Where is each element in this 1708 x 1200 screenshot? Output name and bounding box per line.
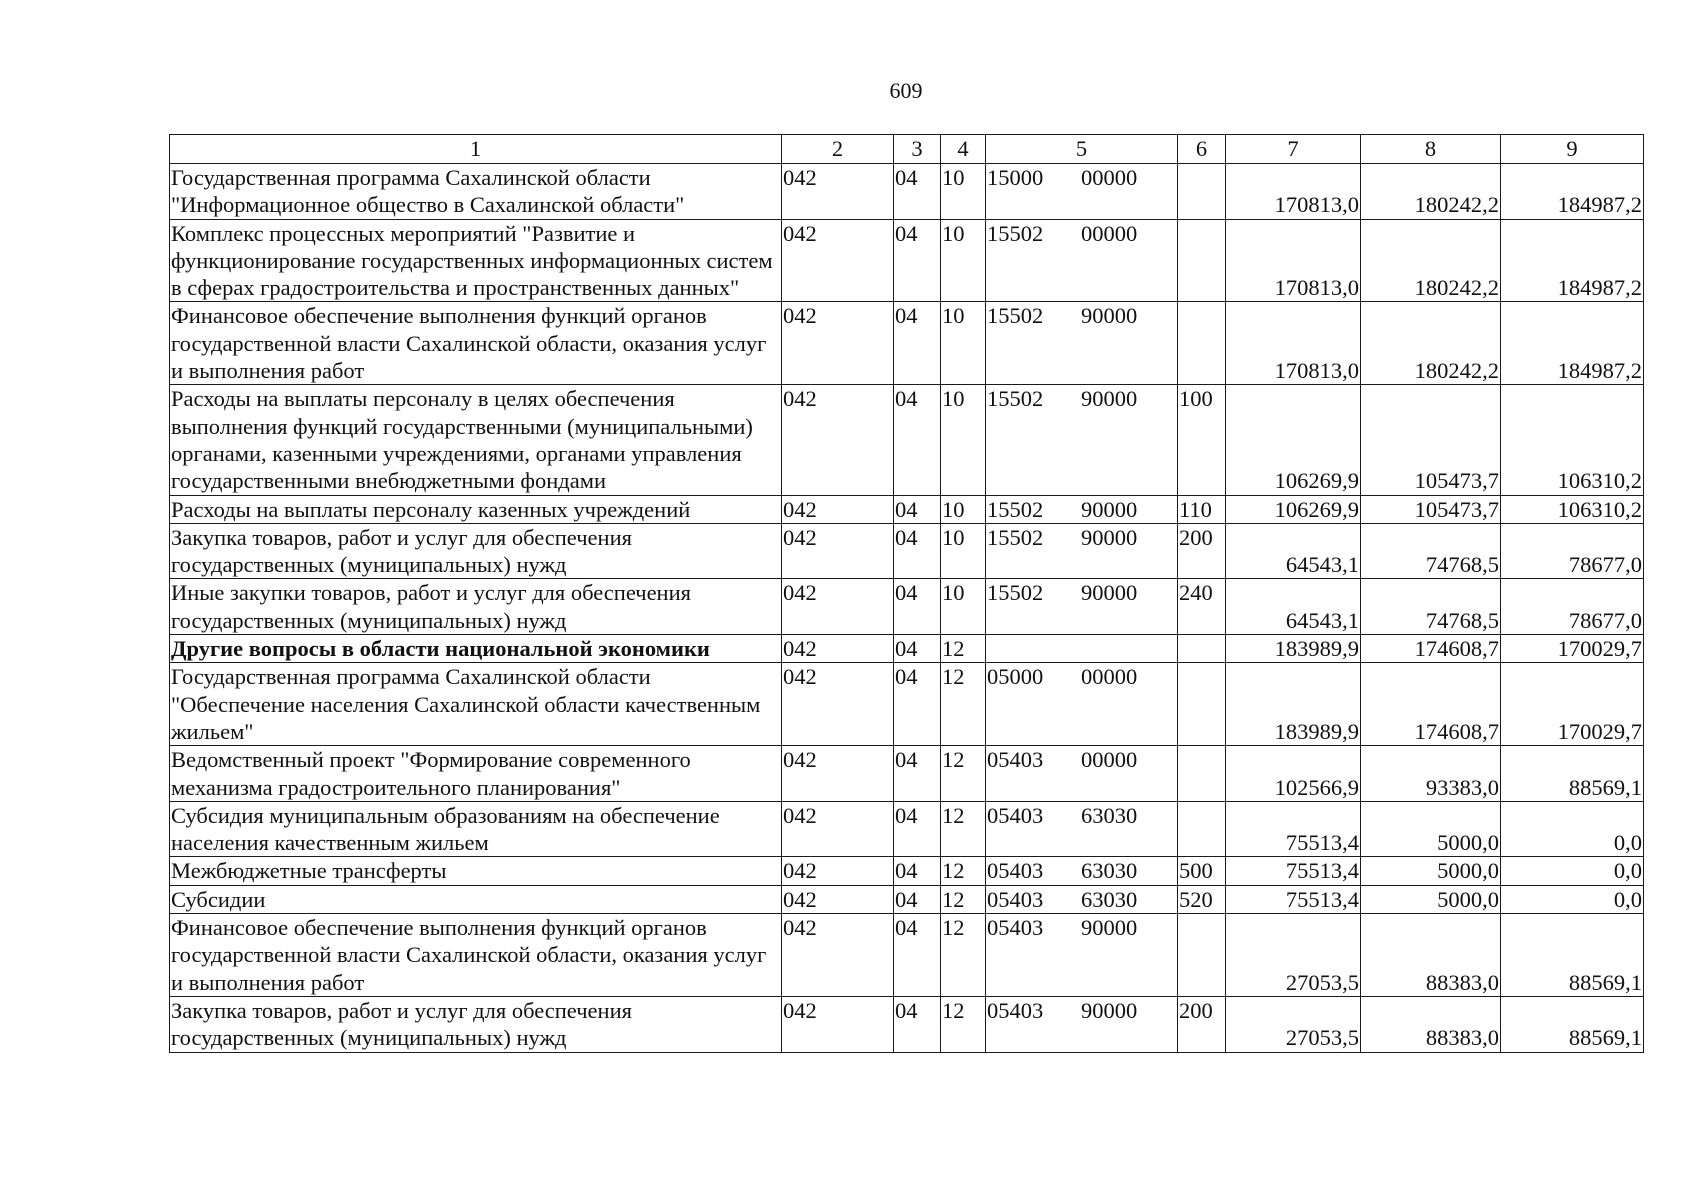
amount-year1-cell: 102566,9 <box>1226 746 1361 802</box>
table-row <box>170 635 1644 663</box>
program-code: 05403 <box>987 858 1044 884</box>
table-row <box>170 801 1644 857</box>
admin-code-cell: 042 <box>782 857 894 885</box>
admin-code-cell: 042 <box>782 302 894 385</box>
amount-year2-cell: 88383,0 <box>1361 914 1501 997</box>
header-row <box>170 135 1644 164</box>
row-name-cell: Ведомственный проект "Формирование современного механизма градостроительного планирования" <box>170 746 782 802</box>
amount-year3-cell: 0,0 <box>1501 801 1644 857</box>
amount-year2-cell: 180242,2 <box>1361 302 1501 385</box>
subsection-code-cell: 12 <box>941 746 986 802</box>
budget-table <box>169 134 1644 1053</box>
amount-year3-cell: 88569,1 <box>1501 996 1644 1052</box>
direction-code: 90000 <box>1081 496 1138 522</box>
section-code-cell: 04 <box>894 914 941 997</box>
subsection-code-cell: 12 <box>941 885 986 913</box>
row-name-cell: Закупка товаров, работ и услуг для обеспечения государственных (муниципальных) нужд <box>170 523 782 579</box>
admin-code-cell: 042 <box>782 635 894 663</box>
admin-code-cell: 042 <box>782 996 894 1052</box>
table-row <box>170 579 1644 635</box>
subsection-code-cell: 10 <box>941 495 986 523</box>
amount-year3-cell: 170029,7 <box>1501 635 1644 663</box>
program-code: 05403 <box>987 747 1044 773</box>
row-name-cell: Финансовое обеспечение выполнения функций органов государственной власти Сахалинской области, оказания услуг и выполнения работ <box>170 914 782 997</box>
header-cell: 7 <box>1226 135 1361 164</box>
program-code: 05403 <box>987 997 1044 1023</box>
direction-code: 90000 <box>1081 524 1138 550</box>
admin-code-cell: 042 <box>782 579 894 635</box>
target-article-cell <box>986 164 1178 220</box>
amount-year1-cell: 27053,5 <box>1226 996 1361 1052</box>
amount-year2-cell: 74768,5 <box>1361 579 1501 635</box>
section-code-cell: 04 <box>894 579 941 635</box>
expense-type-cell: 200 <box>1178 996 1226 1052</box>
row-name-cell: Закупка товаров, работ и услуг для обеспечения государственных (муниципальных) нужд <box>170 996 782 1052</box>
direction-code: 00000 <box>1081 664 1138 690</box>
program-code: 15502 <box>987 496 1044 522</box>
table-row <box>170 857 1644 885</box>
amount-year3-cell: 184987,2 <box>1501 219 1644 302</box>
admin-code-cell: 042 <box>782 914 894 997</box>
admin-code-cell: 042 <box>782 219 894 302</box>
amount-year1-cell: 170813,0 <box>1226 219 1361 302</box>
section-code-cell: 04 <box>894 302 941 385</box>
target-article-cell <box>986 523 1178 579</box>
amount-year3-cell: 184987,2 <box>1501 164 1644 220</box>
header-cell: 8 <box>1361 135 1501 164</box>
table-body <box>170 164 1644 1053</box>
target-article-cell <box>986 302 1178 385</box>
admin-code-cell: 042 <box>782 385 894 495</box>
row-name-cell: Комплекс процессных мероприятий "Развитие и функционирование государственных информационных систем в сферах градостроительства и пространственных данных" <box>170 219 782 302</box>
amount-year1-cell: 183989,9 <box>1226 635 1361 663</box>
section-code-cell: 04 <box>894 885 941 913</box>
admin-code-cell: 042 <box>782 523 894 579</box>
header-cell: 9 <box>1501 135 1644 164</box>
program-code: 05403 <box>987 886 1044 912</box>
admin-code-cell: 042 <box>782 164 894 220</box>
expense-type-cell: 500 <box>1178 857 1226 885</box>
direction-code: 90000 <box>1081 915 1138 941</box>
direction-code: 90000 <box>1081 303 1138 329</box>
header-cell: 6 <box>1178 135 1226 164</box>
page-number: 609 <box>889 78 923 103</box>
target-article-cell <box>986 914 1178 997</box>
target-article-cell <box>986 801 1178 857</box>
subsection-code-cell: 10 <box>941 219 986 302</box>
expense-type-cell: 520 <box>1178 885 1226 913</box>
subsection-code-cell: 10 <box>941 385 986 495</box>
amount-year2-cell: 105473,7 <box>1361 495 1501 523</box>
header-cell: 1 <box>170 135 782 164</box>
section-code-cell: 04 <box>894 857 941 885</box>
section-code-cell: 04 <box>894 801 941 857</box>
row-name-cell: Расходы на выплаты персоналу казенных учреждений <box>170 495 782 523</box>
admin-code-cell: 042 <box>782 885 894 913</box>
program-code: 15502 <box>987 524 1044 550</box>
table-row <box>170 219 1644 302</box>
table-row <box>170 164 1644 220</box>
section-code-cell: 04 <box>894 746 941 802</box>
row-name-cell: Финансовое обеспечение выполнения функций органов государственной власти Сахалинской области, оказания услуг и выполнения работ <box>170 302 782 385</box>
row-name-cell: Субсидии <box>170 885 782 913</box>
amount-year3-cell: 106310,2 <box>1501 495 1644 523</box>
target-article-cell <box>986 857 1178 885</box>
amount-year3-cell: 0,0 <box>1501 885 1644 913</box>
target-article-cell <box>986 996 1178 1052</box>
amount-year2-cell: 5000,0 <box>1361 857 1501 885</box>
target-article-cell <box>986 579 1178 635</box>
subsection-code-cell: 12 <box>941 801 986 857</box>
direction-code: 63030 <box>1081 886 1138 912</box>
target-article-cell <box>986 635 1178 663</box>
admin-code-cell: 042 <box>782 746 894 802</box>
row-name-cell: Субсидия муниципальным образованиям на обеспечение населения качественным жильем <box>170 801 782 857</box>
amount-year2-cell: 180242,2 <box>1361 219 1501 302</box>
expense-type-cell <box>1178 164 1226 220</box>
amount-year2-cell: 5000,0 <box>1361 801 1501 857</box>
admin-code-cell: 042 <box>782 495 894 523</box>
subsection-code-cell: 12 <box>941 914 986 997</box>
section-code-cell: 04 <box>894 495 941 523</box>
program-code: 15502 <box>987 580 1044 606</box>
expense-type-cell: 240 <box>1178 579 1226 635</box>
amount-year2-cell: 105473,7 <box>1361 385 1501 495</box>
expense-type-cell <box>1178 302 1226 385</box>
target-article-cell <box>986 385 1178 495</box>
expense-type-cell <box>1178 663 1226 746</box>
row-name-cell: Государственная программа Сахалинской области "Обеспечение населения Сахалинской области качественным жильем" <box>170 663 782 746</box>
section-code-cell: 04 <box>894 219 941 302</box>
section-code-cell: 04 <box>894 164 941 220</box>
amount-year1-cell: 75513,4 <box>1226 885 1361 913</box>
expense-type-cell <box>1178 801 1226 857</box>
row-name-cell: Расходы на выплаты персоналу в целях обеспечения выполнения функций государственными (муниципальными) органами, казенными учреждениями, органами управления государственными внебюджетными фондами <box>170 385 782 495</box>
target-article-cell <box>986 219 1178 302</box>
subsection-code-cell: 12 <box>941 996 986 1052</box>
admin-code-cell: 042 <box>782 663 894 746</box>
amount-year2-cell: 174608,7 <box>1361 663 1501 746</box>
header-cell: 4 <box>941 135 986 164</box>
expense-type-cell <box>1178 219 1226 302</box>
expense-type-cell: 200 <box>1178 523 1226 579</box>
amount-year3-cell: 170029,7 <box>1501 663 1644 746</box>
subsection-code-cell: 10 <box>941 523 986 579</box>
expense-type-cell <box>1178 746 1226 802</box>
table-row <box>170 914 1644 997</box>
direction-code: 63030 <box>1081 858 1138 884</box>
direction-code: 00000 <box>1081 165 1138 190</box>
amount-year3-cell: 88569,1 <box>1501 746 1644 802</box>
header-cell: 3 <box>894 135 941 164</box>
table-row <box>170 746 1644 802</box>
program-code: 15502 <box>987 303 1044 329</box>
table-row <box>170 523 1644 579</box>
table-row <box>170 385 1644 495</box>
amount-year3-cell: 78677,0 <box>1501 579 1644 635</box>
direction-code: 90000 <box>1081 997 1138 1023</box>
subsection-code-cell: 12 <box>941 635 986 663</box>
amount-year1-cell: 75513,4 <box>1226 857 1361 885</box>
section-code-cell: 04 <box>894 663 941 746</box>
direction-code: 00000 <box>1081 747 1138 773</box>
subsection-code-cell: 10 <box>941 579 986 635</box>
direction-code: 00000 <box>1081 220 1138 246</box>
program-code: 15502 <box>987 386 1044 412</box>
amount-year3-cell: 184987,2 <box>1501 302 1644 385</box>
section-code-cell: 04 <box>894 385 941 495</box>
target-article-cell <box>986 495 1178 523</box>
table-row <box>170 885 1644 913</box>
amount-year2-cell: 88383,0 <box>1361 996 1501 1052</box>
program-code: 05403 <box>987 915 1044 941</box>
row-name-cell: Межбюджетные трансферты <box>170 857 782 885</box>
amount-year2-cell: 5000,0 <box>1361 885 1501 913</box>
amount-year3-cell: 78677,0 <box>1501 523 1644 579</box>
table-row <box>170 495 1644 523</box>
section-code-cell: 04 <box>894 996 941 1052</box>
amount-year3-cell: 0,0 <box>1501 857 1644 885</box>
subsection-code-cell: 12 <box>941 663 986 746</box>
amount-year1-cell: 183989,9 <box>1226 663 1361 746</box>
admin-code-cell: 042 <box>782 801 894 857</box>
amount-year2-cell: 180242,2 <box>1361 164 1501 220</box>
row-name-cell: Другие вопросы в области национальной экономики <box>170 635 782 663</box>
amount-year1-cell: 27053,5 <box>1226 914 1361 997</box>
header-cell: 5 <box>986 135 1178 164</box>
program-code: 15502 <box>987 220 1044 246</box>
target-article-cell <box>986 746 1178 802</box>
section-code-cell: 04 <box>894 635 941 663</box>
row-name-cell: Иные закупки товаров, работ и услуг для обеспечения государственных (муниципальных) нужд <box>170 579 782 635</box>
program-code: 15000 <box>987 165 1044 190</box>
table-row <box>170 996 1644 1052</box>
amount-year1-cell: 106269,9 <box>1226 385 1361 495</box>
subsection-code-cell: 10 <box>941 164 986 220</box>
subsection-code-cell: 12 <box>941 857 986 885</box>
direction-code: 63030 <box>1081 802 1138 828</box>
direction-code: 90000 <box>1081 386 1138 412</box>
table-row <box>170 663 1644 746</box>
amount-year1-cell: 170813,0 <box>1226 302 1361 385</box>
amount-year3-cell: 88569,1 <box>1501 914 1644 997</box>
expense-type-cell: 110 <box>1178 495 1226 523</box>
amount-year1-cell: 170813,0 <box>1226 164 1361 220</box>
amount-year1-cell: 75513,4 <box>1226 801 1361 857</box>
amount-year1-cell: 64543,1 <box>1226 523 1361 579</box>
direction-code: 90000 <box>1081 580 1138 606</box>
expense-type-cell <box>1178 914 1226 997</box>
row-name-cell: Государственная программа Сахалинской области "Информационное общество в Сахалинской области" <box>170 164 782 220</box>
amount-year3-cell: 106310,2 <box>1501 385 1644 495</box>
amount-year2-cell: 93383,0 <box>1361 746 1501 802</box>
target-article-cell <box>986 663 1178 746</box>
program-code: 05403 <box>987 802 1044 828</box>
amount-year1-cell: 64543,1 <box>1226 579 1361 635</box>
subsection-code-cell: 10 <box>941 302 986 385</box>
expense-type-cell <box>1178 635 1226 663</box>
amount-year2-cell: 74768,5 <box>1361 523 1501 579</box>
amount-year2-cell: 174608,7 <box>1361 635 1501 663</box>
table-row <box>170 302 1644 385</box>
program-code: 05000 <box>987 664 1044 690</box>
section-code-cell: 04 <box>894 523 941 579</box>
header-cell: 2 <box>782 135 894 164</box>
expense-type-cell: 100 <box>1178 385 1226 495</box>
amount-year1-cell: 106269,9 <box>1226 495 1361 523</box>
target-article-cell <box>986 885 1178 913</box>
